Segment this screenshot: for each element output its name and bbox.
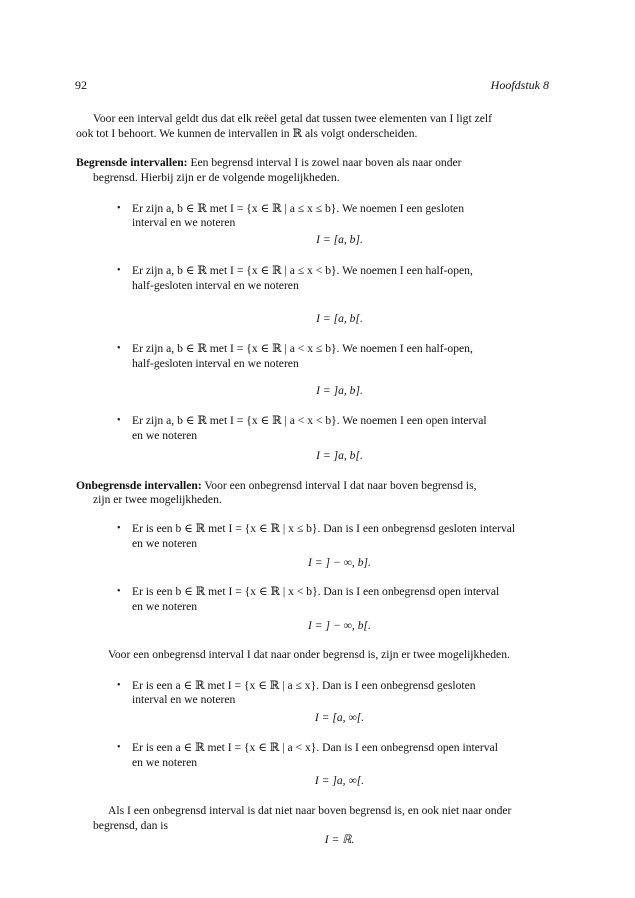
bounded-title: Begrensde intervallen:: [76, 156, 188, 169]
bullet: •: [117, 742, 121, 753]
open-interval-line-2: en we noteren: [132, 429, 198, 442]
bullet: •: [117, 586, 121, 597]
unbounded-below-intro: Voor een onbegrensd interval I dat naar onder begrensd is, zijn er twee mogelijkheden.: [108, 648, 510, 661]
unbounded-closed-left-line-1: Er is een b ∈ ℝ met I = {x ∈ ℝ | x ≤ b}. Dan is I een onbegrensd gesloten interval: [132, 522, 516, 535]
intro-line-1: Voor een interval geldt dus dat elk reëel getal dat tussen twee elementen van I ligt zelf: [93, 112, 492, 125]
unbounded-closed-left-line-2: en we noteren: [132, 537, 198, 550]
halfopen-right-line-1: Er zijn a, b ∈ ℝ met I = {x ∈ ℝ | a ≤ x < b}. We noemen I een half-open,: [132, 264, 473, 277]
closed-interval-formula: I = [a, b].: [316, 233, 363, 246]
halfopen-right-formula: I = [a, b[.: [316, 312, 363, 325]
closed-interval-line-2: interval en we noteren: [132, 216, 236, 229]
unbounded-closed-right-formula: I = [a, ∞[.: [314, 711, 365, 724]
page-number: 92: [75, 78, 87, 92]
halfopen-left-formula: I = ]a, b].: [316, 384, 363, 397]
unbounded-open-left-line-2: en we noteren: [132, 600, 198, 613]
unbounded-closed-right-line-1: Er is een a ∈ ℝ met I = {x ∈ ℝ | a ≤ x}. Dan is I een onbegrensd gesloten: [132, 679, 476, 692]
unbounded-open-right-formula: I = ]a, ∞[.: [314, 774, 365, 787]
bullet: •: [117, 523, 121, 534]
bullet: •: [117, 343, 121, 354]
unbounded-closed-right-line-2: interval en we noteren: [132, 693, 236, 706]
open-interval-line-1: Er zijn a, b ∈ ℝ met I = {x ∈ ℝ | a < x < b}. We noemen I een open interval: [132, 414, 487, 427]
bullet: •: [117, 203, 121, 214]
unbounded-open-right-line-1: Er is een a ∈ ℝ met I = {x ∈ ℝ | a < x}. Dan is I een onbegrensd open interval: [132, 741, 498, 754]
final-line-1: Als I een onbegrensd interval is dat niet naar boven begrensd is, en ook niet naar onder: [108, 804, 512, 817]
open-interval-formula: I = ]a, b[.: [316, 449, 363, 462]
real-line-formula: I = ℝ.: [324, 833, 355, 846]
unbounded-heading-line: [76, 478, 477, 493]
intro-line-2: ook tot I behoort. We kunnen de intervallen in ℝ als volgt onderscheiden.: [76, 127, 418, 140]
bounded-heading-line: [76, 155, 462, 170]
unbounded-line-2: zijn er twee mogelijkheden.: [93, 493, 222, 506]
halfopen-left-line-1: Er zijn a, b ∈ ℝ met I = {x ∈ ℝ | a < x ≤ b}. We noemen I een half-open,: [132, 342, 473, 355]
unbounded-title: Onbegrensde intervallen:: [76, 479, 202, 492]
bullet: •: [117, 680, 121, 691]
bounded-line-2: begrensd. Hierbij zijn er de volgende mogelijkheden.: [93, 171, 340, 184]
final-line-2: begrensd, dan is: [93, 819, 169, 832]
halfopen-right-line-2: half-gesloten interval en we noteren: [132, 279, 299, 292]
unbounded-open-left-formula: I = ] − ∞, b[.: [308, 619, 371, 632]
unbounded-open-left-line-1: Er is een b ∈ ℝ met I = {x ∈ ℝ | x < b}. Dan is I een onbegrensd open interval: [132, 585, 500, 598]
unbounded-open-right-line-2: en we noteren: [132, 756, 198, 769]
halfopen-left-line-2: half-gesloten interval en we noteren: [132, 357, 299, 370]
bullet: •: [117, 415, 121, 426]
bullet: •: [117, 265, 121, 276]
chapter-title: Hoofdstuk 8: [490, 78, 549, 92]
closed-interval-line-1: Er zijn a, b ∈ ℝ met I = {x ∈ ℝ | a ≤ x ≤ b}. We noemen I een gesloten: [132, 202, 465, 215]
bounded-line-1: Een begrensd interval I is zowel naar boven als naar onder: [190, 156, 462, 169]
unbounded-closed-left-formula: I = ] − ∞, b].: [308, 556, 371, 569]
unbounded-line-1: Voor een onbegrensd interval I dat naar boven begrensd is,: [204, 479, 477, 492]
